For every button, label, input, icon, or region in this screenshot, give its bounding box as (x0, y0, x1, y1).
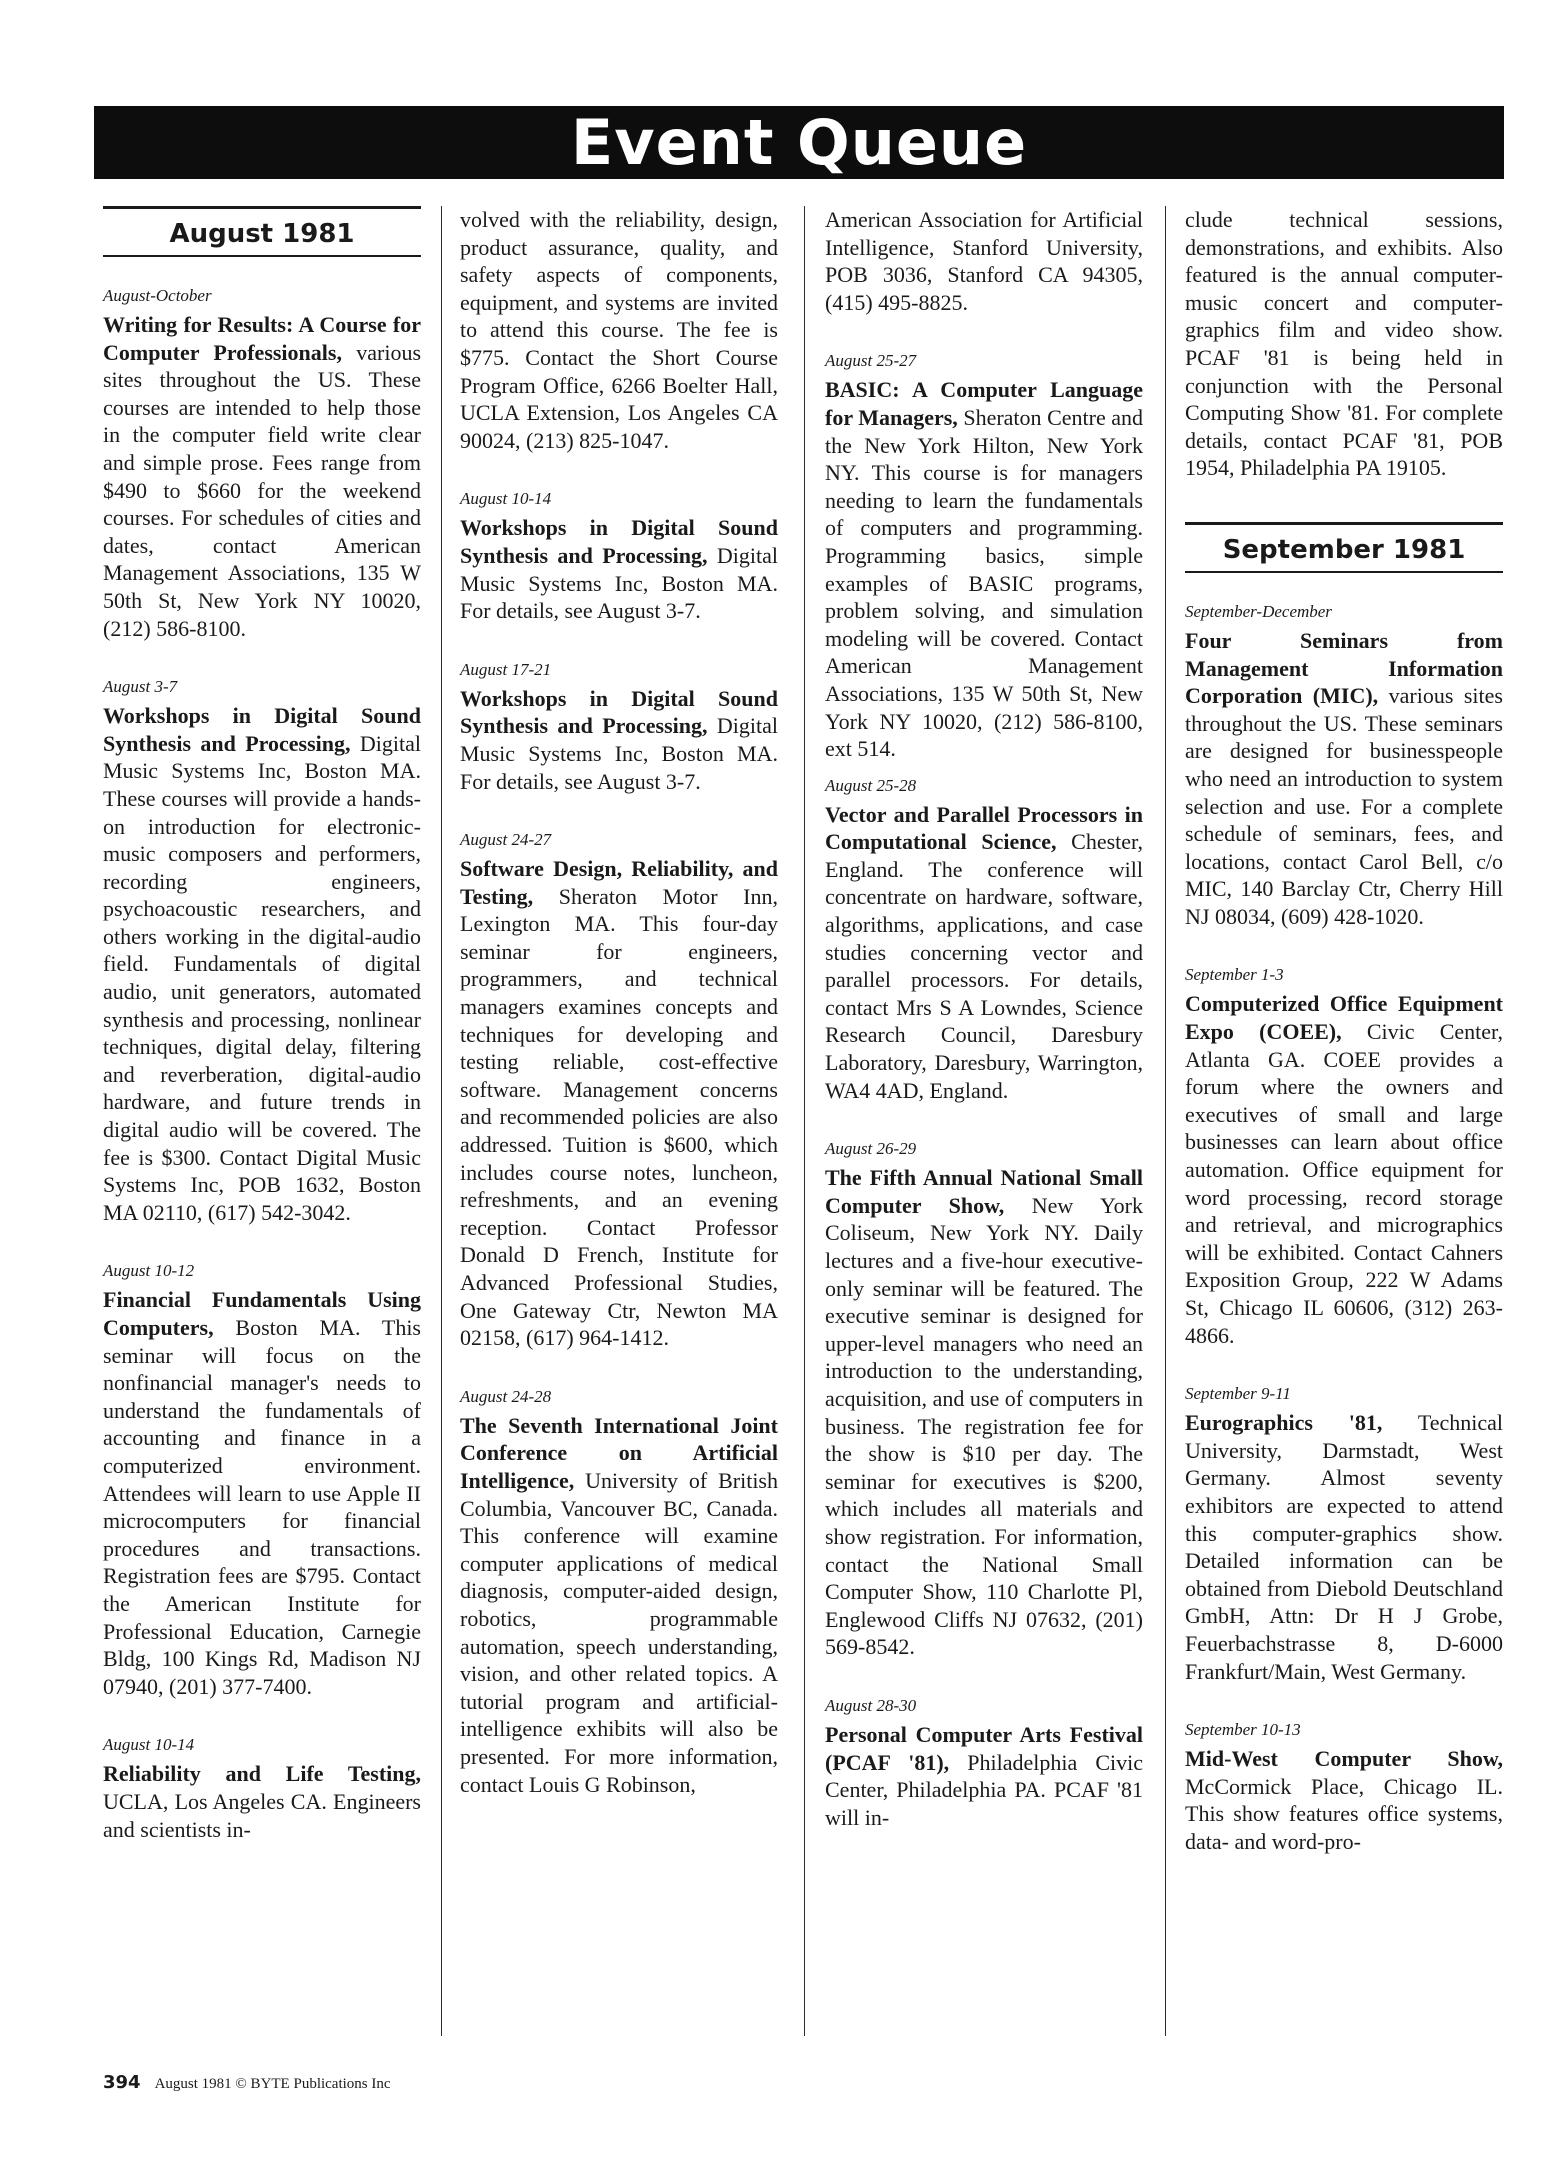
event-description: Sheraton Motor Inn, Lexington MA. This four-day seminar for engineers, programmers, and technical managers examines concepts and techniques for developing and testing reliable, cost-effective software. Management concerns and recommended policies are also addressed. Tuition is $600, which includes course notes, luncheon, refreshments, and an evening reception. Contact Professor Donald D French, Institute for Advanced Professional Studies, One Gateway Ctr, Newton MA 02158, (617) 964-1412. (460, 883, 778, 1351)
event-title: Personal Computer Arts Festival (PCAF '81), (825, 1721, 1143, 1775)
event-entry (825, 206, 1143, 316)
event-body (460, 206, 778, 454)
event-date: August 24-27 (460, 830, 552, 850)
footer-credit: August 1981 © BYTE Publications Inc (154, 2076, 391, 2092)
column-2 (460, 206, 778, 1832)
event-body (460, 1412, 778, 1798)
event-date: August 10-14 (103, 1735, 195, 1755)
event-date: September 9-11 (1185, 1384, 1291, 1404)
page-header-banner (94, 106, 1504, 179)
event-body (460, 514, 778, 624)
month-title: August 1981 (169, 219, 355, 249)
event-title: Computerized Office Equipment Expo (COEE), (1185, 991, 1503, 1045)
event-entry (460, 659, 778, 795)
month-heading (1185, 522, 1503, 573)
event-entry (1185, 964, 1503, 1349)
event-body (1185, 627, 1503, 931)
page-title: Event Queue (570, 105, 1028, 179)
event-title: Workshops in Digital Sound Synthesis and Processing, (460, 685, 778, 739)
event-body (103, 311, 421, 642)
event-title: Workshops in Digital Sound Synthesis and Processing, (460, 515, 778, 568)
event-title: The Fifth Annual National Small Computer Show, (825, 1165, 1143, 1218)
event-entry (103, 1734, 421, 1843)
event-title: Vector and Parallel Processors in Computational Science, (825, 801, 1143, 855)
event-title: The Seventh International Joint Conference on Artificial Intelligence, (460, 1412, 778, 1493)
event-title: Four Seminars from Management Information Corporation (MIC), (1185, 627, 1503, 709)
column-3 (825, 206, 1143, 1865)
event-description: Technical University, Darmstadt, West Germany. Almost seventy exhibitors are expected to attend this computer-graphics show. Detailed information can be obtained from Diebold Deutschland GmbH, Attn: Dr H J Grobe, Feuerbachstrasse 8, D-6000 Frankfurt/Main, West Germany. (1185, 1410, 1503, 1684)
event-body (103, 1286, 421, 1700)
event-description: volved with the reliability, design, product assurance, quality, and safety aspects of components, equipment, and systems are invited to attend this course. The fee is $775. Contact the Short Course Program Office, 6266 Boelter Hall, UCLA Extension, Los Angeles CA 90024, (213) 825-1047. (460, 207, 778, 453)
page-footer (103, 2072, 391, 2093)
event-body (825, 1164, 1143, 1661)
event-description: McCormick Place, Chicago IL. This show features office systems, data- and word-pro- (1185, 1773, 1503, 1854)
event-date: August 28-30 (825, 1695, 917, 1715)
event-date: September 10-13 (1185, 1720, 1301, 1740)
event-description: Chester, England. The conference will concentrate on hardware, software, algorithms, applications, and case studies concerning vector and parallel processors. For details, contact Mrs S A Lowndes, Science Research Council, Daresbury Laboratory, Daresbury, Warrington, WA4 4AD, England. (825, 829, 1143, 1103)
event-body (1185, 990, 1503, 1349)
event-title: BASIC: A Computer Language for Managers, (825, 377, 1143, 430)
event-entry (103, 1260, 421, 1700)
column-divider (1165, 206, 1166, 2036)
event-date: August 17-21 (460, 659, 552, 679)
event-description: various sites throughout the US. These courses are intended to help those in the computer field write clear and simple prose. Fees range from $490 to $660 for the weekend courses. For schedules of cities and dates, contact American Management Associations, 135 W 50th St, New York NY 10020, (212) 586-8100. (103, 339, 422, 641)
column-1 (103, 206, 421, 1877)
event-entry (825, 1695, 1143, 1831)
month-title: September 1981 (1222, 534, 1466, 565)
month-heading (103, 206, 421, 257)
column-divider (804, 206, 805, 2036)
event-entry (1185, 206, 1503, 482)
event-body (1185, 1409, 1503, 1685)
event-entry (1185, 1383, 1503, 1685)
event-body (460, 855, 778, 1352)
event-date: August 3-7 (103, 677, 178, 697)
event-description: Digital Music Systems Inc, Boston MA. For details, see August 3-7. (460, 542, 778, 624)
event-description: New York Coliseum, New York NY. Daily lectures and a five-hour executive-only seminar will be featured. The executive seminar is designed for upper-level managers who need an introduction to the understanding, acquisition, and use of computers in business. The registration fee for the show is $10 per day. The seminar for executives is $200, which includes all materials and show registration. For information, contact the National Small Computer Show, 110 Charlotte Pl, Englewood Cliffs NJ 07632, (201) 569-8542. (825, 1192, 1143, 1660)
event-entry (103, 285, 421, 642)
event-entry (460, 488, 778, 624)
event-entry (825, 775, 1143, 1105)
event-entry (825, 1138, 1143, 1661)
event-body (825, 801, 1143, 1105)
event-body (1185, 206, 1503, 482)
event-date: August-October (103, 286, 212, 305)
event-body (103, 702, 421, 1226)
event-title: Workshops in Digital Sound Synthesis and Processing, (103, 703, 421, 756)
event-entry (460, 829, 778, 1352)
event-description: UCLA, Los Angeles CA. Engineers and scientists in- (103, 1788, 421, 1842)
column-divider (441, 206, 442, 2036)
event-date: August 25-28 (825, 775, 917, 795)
event-date: August 24-28 (460, 1386, 552, 1406)
event-description: Philadelphia Civic Center, Philadelphia PA. PCAF '81 will in- (825, 1749, 1143, 1830)
event-description: American Association for Artificial Intelligence, Stanford University, POB 3036, Stanford CA 94305, (415) 495-8825. (825, 207, 1143, 315)
event-description: various sites throughout the US. These seminars are designed for businesspeople who need an introduction to system selection and use. For a complete schedule of seminars, fees, and locations, contact Carol Bell, c/o MIC, 140 Barclay Ctr, Cherry Hill NJ 08034, (609) 428-1020. (1185, 683, 1503, 929)
event-date: August 10-12 (103, 1261, 195, 1281)
event-title: Mid-West Computer Show, (1185, 1746, 1503, 1772)
event-title: Financial Fundamentals Using Computers, (103, 1287, 421, 1340)
event-entry (825, 350, 1143, 762)
event-date: August 25-27 (825, 351, 917, 371)
event-title: Writing for Results: A Course for Computer Professionals, (103, 312, 421, 365)
event-body (460, 685, 778, 795)
event-date: August 26-29 (825, 1139, 917, 1159)
event-description: Civic Center, Atlanta GA. COEE provides a forum where the owners and executives of small and large businesses can learn about office automation. Office equipment for word processing, record storage and retrieval, and micrographics will be exhibited. Contact Cahners Exposition Group, 222 W Adams St, Chicago IL 60606, (312) 263-4866. (1185, 1019, 1503, 1348)
event-description: Boston MA. This seminar will focus on the nonfinancial manager's needs to understand the fundamentals of accounting and finance in a computerized environment. Attendees will learn to use Apple II microcomputers for financial procedures and transactions. Registration fees are $795. Contact the American Institute for Professional Education, Carnegie Bldg, 100 Kings Rd, Madison NJ 07940, (201) 377-7400. (103, 1315, 421, 1699)
event-date: September-December (1185, 601, 1332, 621)
event-body (825, 206, 1143, 316)
event-entry (460, 206, 778, 454)
event-entry (460, 1386, 778, 1798)
event-description: University of British Columbia, Vancouver BC, Canada. This conference will examine computer applications of medical diagnosis, computer-aided design, robotics, programmable automation, speech understanding, vision, and other related topics. A tutorial program and artificial-intelligence exhibits will also be presented. For more information, contact Louis G Robinson, (460, 1467, 778, 1797)
column-4 (1185, 206, 1503, 1890)
event-title: Reliability and Life Testing, (103, 1761, 421, 1787)
event-title: Software Design, Reliability, and Testing, (460, 856, 778, 909)
event-entry (1185, 1719, 1503, 1855)
event-description: Digital Music Systems Inc, Boston MA. For details, see August 3-7. (460, 713, 778, 794)
event-date: September 1-3 (1185, 965, 1284, 985)
event-body (825, 376, 1143, 762)
event-description: Digital Music Systems Inc, Boston MA. These courses will provide a hands-on introduction for electronic-music composers and performers, recording engineers, psychoacoustic researchers, and others working in the digital-audio field. Fundamentals of digital audio, unit generators, automated synthesis and processing, nonlinear techniques, digital delay, filtering and reverberation, digital-audio hardware, and future trends in digital audio will be covered. The fee is $300. Contact Digital Music Systems Inc, POB 1632, Boston MA 02110, (617) 542-3042. (103, 730, 421, 1225)
event-body (825, 1721, 1143, 1831)
event-date: August 10-14 (460, 489, 552, 509)
event-body (103, 1760, 421, 1843)
event-entry (103, 676, 421, 1226)
event-description: clude technical sessions, demonstrations, and exhibits. Also featured is the annual computer-music concert and computer-graphics film and video show. PCAF '81 is being held in conjunction with the Personal Computing Show '81. For complete details, contact PCAF '81, POB 1954, Philadelphia PA 19105. (1185, 207, 1503, 481)
page-number: 394 (103, 2072, 141, 2093)
event-description: Sheraton Centre and the New York Hilton, New York NY. This course is for managers needing to learn the fundamentals of computers and programming. Programming basics, simple examples of BASIC programs, problem solving, and simulation modeling will be covered. Contact American Management Associations, 135 W 50th St, New York NY 10020, (212) 586-8100, ext 514. (825, 404, 1143, 762)
event-entry (1185, 601, 1503, 931)
event-body (1185, 1745, 1503, 1855)
event-title: Eurographics '81, (1185, 1410, 1383, 1436)
